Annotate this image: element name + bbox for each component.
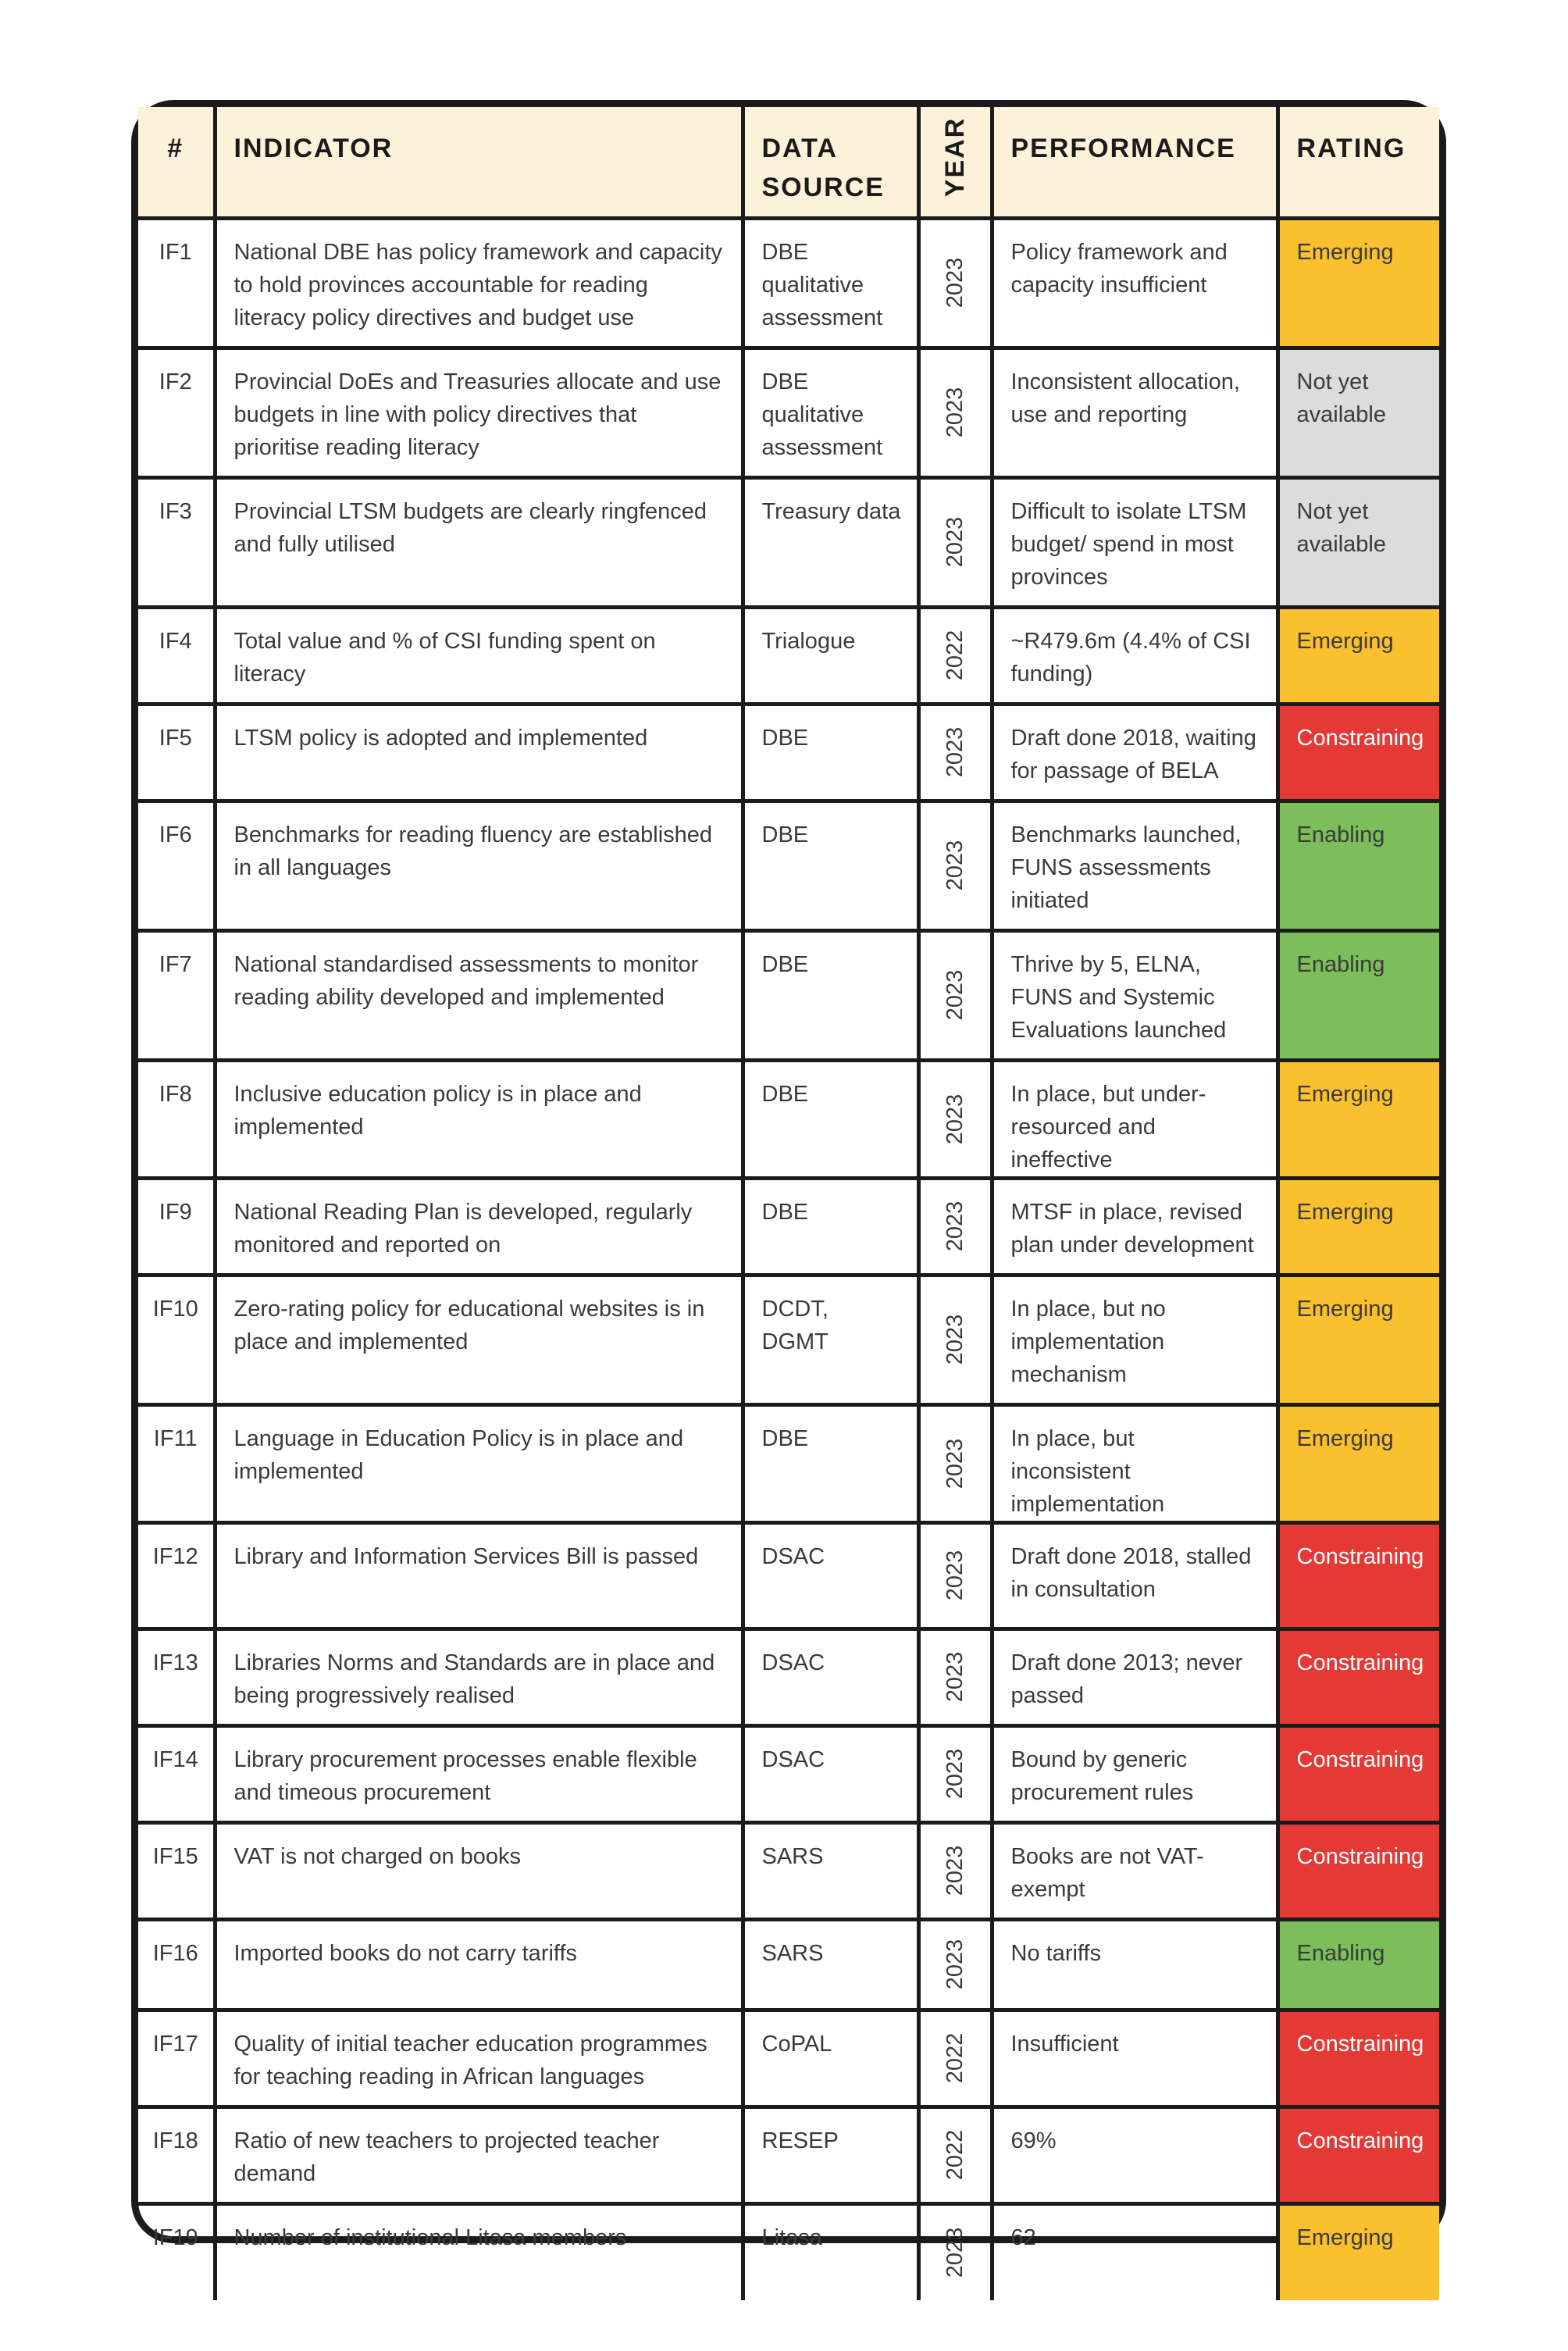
table-header-row	[138, 107, 1439, 218]
rating-badge: Enabling	[1278, 930, 1439, 1060]
row-indicator: Ratio of new teachers to projected teacher demand	[215, 2107, 743, 2203]
row-year: 2023	[943, 1939, 968, 1990]
row-data-source: DBE	[743, 1060, 918, 1178]
row-year-cell	[918, 1522, 992, 1629]
row-performance: Bound by generic procurement rules	[992, 1725, 1278, 1822]
header-performance: PERFORMANCE	[992, 107, 1278, 218]
row-indicator: LTSM policy is adopted and implemented	[215, 704, 743, 801]
table-row	[138, 704, 1439, 801]
row-id: IF1	[138, 218, 215, 348]
table-row	[138, 1629, 1439, 1725]
row-year: 2023	[943, 1748, 968, 1800]
row-year-cell	[918, 607, 992, 704]
row-data-source: Litasa	[743, 2203, 918, 2300]
row-performance: Draft done 2013; never passed	[992, 1629, 1278, 1725]
row-year-cell	[918, 1919, 992, 2010]
row-data-source: DBE qualitative assessment	[743, 218, 918, 348]
rating-badge: Constraining	[1278, 1522, 1439, 1629]
row-performance: In place, but inconsistent implementation	[992, 1404, 1278, 1522]
row-indicator: National standardised assessments to monitor reading ability developed and implemented	[215, 930, 743, 1060]
row-year-cell	[918, 1822, 992, 1919]
indicator-table-card	[131, 100, 1446, 2278]
header-year: YEAR	[940, 116, 970, 198]
row-data-source: DBE	[743, 704, 918, 801]
row-year: 2023	[943, 1651, 968, 1703]
row-id: IF6	[138, 801, 215, 930]
row-id: IF8	[138, 1060, 215, 1178]
row-year: 2023	[943, 1314, 968, 1365]
row-year-cell	[918, 1178, 992, 1275]
row-year-cell	[918, 1060, 992, 1178]
row-year-cell	[918, 2203, 992, 2300]
row-indicator: Zero-rating policy for educational websites is in place and implemented	[215, 1275, 743, 1404]
table-row	[138, 607, 1439, 704]
row-id: IF2	[138, 348, 215, 477]
row-year: 2023	[943, 1438, 968, 1489]
row-year-cell	[918, 704, 992, 801]
row-performance: Benchmarks launched, FUNS assessments initiated	[992, 801, 1278, 930]
row-indicator: Library procurement processes enable flexible and timeous procurement	[215, 1725, 743, 1822]
row-indicator: Quality of initial teacher education programmes for teaching reading in African languages	[215, 2010, 743, 2107]
row-year: 2023	[943, 726, 968, 778]
rating-badge: Constraining	[1278, 2010, 1439, 2107]
row-id: IF11	[138, 1404, 215, 1522]
table-row	[138, 218, 1439, 348]
table-row	[138, 1060, 1439, 1178]
row-data-source: DSAC	[743, 1725, 918, 1822]
table-row	[138, 1275, 1439, 1404]
row-year: 2023	[943, 1200, 968, 1252]
row-indicator: Provincial DoEs and Treasuries allocate and use budgets in line with policy directives that prioritise reading literacy	[215, 348, 743, 477]
row-id: IF17	[138, 2010, 215, 2107]
row-indicator: Inclusive education policy is in place and implemented	[215, 1060, 743, 1178]
row-data-source: RESEP	[743, 2107, 918, 2203]
row-performance: Inconsistent allocation, use and reporting	[992, 348, 1278, 477]
rating-badge: Emerging	[1278, 218, 1439, 348]
rating-badge: Enabling	[1278, 1919, 1439, 2010]
row-year: 2023	[943, 257, 968, 309]
row-performance: Difficult to isolate LTSM budget/ spend in most provinces	[992, 477, 1278, 607]
row-data-source: DBE qualitative assessment	[743, 348, 918, 477]
rating-badge: Constraining	[1278, 2107, 1439, 2203]
row-year-cell	[918, 1725, 992, 1822]
row-indicator: Total value and % of CSI funding spent on literacy	[215, 607, 743, 704]
row-year-cell	[918, 1629, 992, 1725]
row-indicator: Benchmarks for reading fluency are established in all languages	[215, 801, 743, 930]
row-data-source: Trialogue	[743, 607, 918, 704]
row-indicator: National DBE has policy framework and capacity to hold provinces accountable for reading literacy policy directives and budget use	[215, 218, 743, 348]
rating-badge: Emerging	[1278, 1275, 1439, 1404]
row-performance: Draft done 2018, stalled in consultation	[992, 1522, 1278, 1629]
row-data-source: SARS	[743, 1919, 918, 2010]
header-number: #	[138, 107, 215, 218]
row-id: IF5	[138, 704, 215, 801]
row-id: IF14	[138, 1725, 215, 1822]
table-row	[138, 1178, 1439, 1275]
rating-badge: Emerging	[1278, 607, 1439, 704]
row-performance: In place, but under-resourced and ineffective	[992, 1060, 1278, 1178]
row-data-source: DBE	[743, 930, 918, 1060]
row-data-source: DSAC	[743, 1629, 918, 1725]
row-data-source: DBE	[743, 801, 918, 930]
row-id: IF7	[138, 930, 215, 1060]
row-id: IF12	[138, 1522, 215, 1629]
rating-badge: Emerging	[1278, 2203, 1439, 2300]
row-year: 2022	[943, 630, 968, 681]
rating-badge: Constraining	[1278, 1629, 1439, 1725]
rating-badge: Emerging	[1278, 1060, 1439, 1178]
row-performance: Draft done 2018, waiting for passage of BELA	[992, 704, 1278, 801]
row-data-source: DBE	[743, 1178, 918, 1275]
indicator-table	[138, 107, 1439, 2300]
row-year: 2023	[943, 1845, 968, 1896]
row-indicator: Number of institutional Litasa members	[215, 2203, 743, 2300]
row-year: 2022	[943, 2129, 968, 2181]
table-row	[138, 1822, 1439, 1919]
row-year-cell	[918, 930, 992, 1060]
header-data-source: DATA SOURCE	[743, 107, 918, 218]
header-year-cell	[918, 107, 992, 218]
table-row	[138, 1919, 1439, 2010]
row-indicator: National Reading Plan is developed, regularly monitored and reported on	[215, 1178, 743, 1275]
table-body	[138, 218, 1439, 2300]
row-year-cell	[918, 801, 992, 930]
row-year: 2023	[943, 1093, 968, 1144]
row-data-source: DCDT, DGMT	[743, 1275, 918, 1404]
row-indicator: Provincial LTSM budgets are clearly ringfenced and fully utilised	[215, 477, 743, 607]
table-row	[138, 801, 1439, 930]
row-id: IF4	[138, 607, 215, 704]
table-row	[138, 930, 1439, 1060]
row-year: 2023	[943, 840, 968, 891]
rating-badge: Emerging	[1278, 1404, 1439, 1522]
row-indicator: Language in Education Policy is in place and implemented	[215, 1404, 743, 1522]
row-id: IF3	[138, 477, 215, 607]
table-row	[138, 348, 1439, 477]
row-data-source: CoPAL	[743, 2010, 918, 2107]
row-performance: Insufficient	[992, 2010, 1278, 2107]
row-year: 2023	[943, 516, 968, 568]
row-data-source: DBE	[743, 1404, 918, 1522]
row-performance: Books are not VAT-exempt	[992, 1822, 1278, 1919]
table-row	[138, 2010, 1439, 2107]
row-year-cell	[918, 1404, 992, 1522]
row-indicator: VAT is not charged on books	[215, 1822, 743, 1919]
row-id: IF9	[138, 1178, 215, 1275]
row-year-cell	[918, 218, 992, 348]
rating-badge: Not yet available	[1278, 477, 1439, 607]
row-performance: Thrive by 5, ELNA, FUNS and Systemic Evaluations launched	[992, 930, 1278, 1060]
row-indicator: Imported books do not carry tariffs	[215, 1919, 743, 2010]
row-performance: In place, but no implementation mechanism	[992, 1275, 1278, 1404]
header-rating: RATING	[1278, 107, 1439, 218]
row-performance: 62	[992, 2203, 1278, 2300]
row-data-source: SARS	[743, 1822, 918, 1919]
row-id: IF18	[138, 2107, 215, 2203]
row-data-source: Treasury data	[743, 477, 918, 607]
rating-badge: Enabling	[1278, 801, 1439, 930]
rating-badge: Constraining	[1278, 1725, 1439, 1822]
row-year: 2023	[943, 969, 968, 1021]
rating-badge: Constraining	[1278, 704, 1439, 801]
row-id: IF10	[138, 1275, 215, 1404]
row-id: IF13	[138, 1629, 215, 1725]
row-year: 2022	[943, 2032, 968, 2084]
row-data-source: DSAC	[743, 1522, 918, 1629]
row-performance: ~R479.6m (4.4% of CSI funding)	[992, 607, 1278, 704]
row-id: IF16	[138, 1919, 215, 2010]
table-row	[138, 2107, 1439, 2203]
table-row	[138, 2203, 1439, 2300]
row-performance: 69%	[992, 2107, 1278, 2203]
row-year: 2023	[943, 387, 968, 438]
row-indicator: Libraries Norms and Standards are in place and being progressively realised	[215, 1629, 743, 1725]
table-row	[138, 477, 1439, 607]
row-year: 2023	[943, 1550, 968, 1601]
row-year-cell	[918, 2010, 992, 2107]
row-id: IF15	[138, 1822, 215, 1919]
row-indicator: Library and Information Services Bill is passed	[215, 1522, 743, 1629]
row-year-cell	[918, 1275, 992, 1404]
row-year-cell	[918, 348, 992, 477]
row-year-cell	[918, 2107, 992, 2203]
table-row	[138, 1404, 1439, 1522]
row-id: IF19	[138, 2203, 215, 2300]
rating-badge: Constraining	[1278, 1822, 1439, 1919]
row-performance: No tariffs	[992, 1919, 1278, 2010]
rating-badge: Emerging	[1278, 1178, 1439, 1275]
table-row	[138, 1522, 1439, 1629]
row-year-cell	[918, 477, 992, 607]
table-row	[138, 1725, 1439, 1822]
row-year: 2023	[943, 2227, 968, 2278]
header-indicator: INDICATOR	[215, 107, 743, 218]
row-performance: Policy framework and capacity insufficient	[992, 218, 1278, 348]
row-performance: MTSF in place, revised plan under development	[992, 1178, 1278, 1275]
rating-badge: Not yet available	[1278, 348, 1439, 477]
